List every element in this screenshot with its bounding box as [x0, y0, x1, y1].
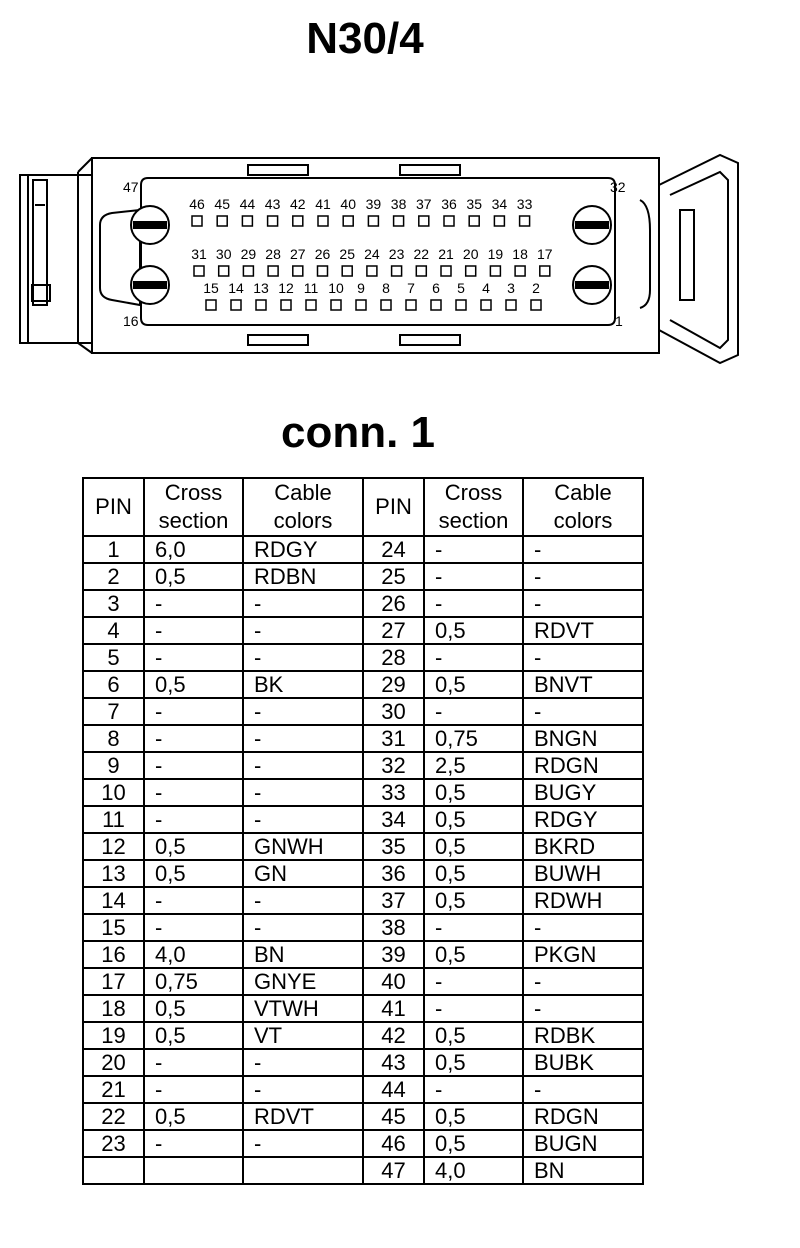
- pin-socket: [494, 216, 504, 226]
- pin-number-cell: 12: [83, 833, 144, 860]
- cable-color-cell: -: [523, 995, 643, 1022]
- pin-number-cell: 11: [83, 806, 144, 833]
- pin-number-cell: 26: [363, 590, 424, 617]
- pin-number-cell: 19: [83, 1022, 144, 1049]
- corner-label-32: 32: [610, 179, 626, 195]
- cable-color-cell: BUBK: [523, 1049, 643, 1076]
- pin-label: 37: [416, 196, 432, 212]
- cross-section-cell: -: [424, 536, 523, 563]
- cross-section-cell: -: [144, 590, 243, 617]
- table-row: [83, 725, 643, 752]
- pin-socket: [381, 300, 391, 310]
- cross-section-cell: 0,5: [144, 563, 243, 590]
- pin-socket: [441, 266, 451, 276]
- cross-section-cell: 0,5: [424, 1103, 523, 1130]
- table-row: [83, 1130, 643, 1157]
- cable-color-cell: RDVT: [243, 1103, 363, 1130]
- corner-label-16: 16: [123, 313, 139, 329]
- corner-label-47: 47: [123, 179, 139, 195]
- table-row: [83, 995, 643, 1022]
- table-row: [83, 833, 643, 860]
- cable-color-cell: RDWH: [523, 887, 643, 914]
- cable-color-cell: -: [243, 1076, 363, 1103]
- cross-section-cell: 0,5: [424, 941, 523, 968]
- pin-number-cell: 31: [363, 725, 424, 752]
- cross-section-cell: 0,5: [424, 833, 523, 860]
- cable-color-cell: -: [243, 644, 363, 671]
- pin-label: 30: [215, 246, 232, 262]
- pin-number-cell: 22: [83, 1103, 144, 1130]
- cross-section-cell: 0,75: [144, 968, 243, 995]
- cross-section-cell: 0,5: [424, 860, 523, 887]
- pin-label: 15: [203, 280, 219, 296]
- pin-number-cell: 18: [83, 995, 144, 1022]
- cross-section-cell: 0,5: [144, 671, 243, 698]
- cross-section-cell: -: [144, 725, 243, 752]
- pin-label: 10: [328, 280, 344, 296]
- table-row: [83, 914, 643, 941]
- pin-label: 7: [407, 280, 415, 296]
- header-cross-section: Cross section: [144, 478, 243, 536]
- pin-label: 18: [512, 246, 528, 262]
- pin-label: 23: [388, 246, 405, 262]
- pin-socket: [368, 216, 378, 226]
- table-row: [83, 617, 643, 644]
- pin-label: 20: [462, 246, 479, 262]
- cross-section-cell: 0,5: [424, 1130, 523, 1157]
- table-row: [83, 536, 643, 563]
- pin-label: 31: [191, 246, 207, 262]
- table-row: [83, 590, 643, 617]
- pin-socket: [520, 216, 530, 226]
- pin-number-cell: 4: [83, 617, 144, 644]
- cable-color-cell: BUGY: [523, 779, 643, 806]
- pin-number-cell: 13: [83, 860, 144, 887]
- cross-section-cell: 0,5: [144, 860, 243, 887]
- pin-number-cell: 33: [363, 779, 424, 806]
- cable-color-cell: -: [523, 698, 643, 725]
- connector-pins: [189, 196, 553, 310]
- pin-number-cell: 39: [363, 941, 424, 968]
- cross-section-cell: -: [144, 617, 243, 644]
- cable-color-cell: GN: [243, 860, 363, 887]
- cable-color-cell: -: [243, 725, 363, 752]
- pin-number-cell: 7: [83, 698, 144, 725]
- pin-label: 6: [432, 280, 440, 296]
- cable-color-cell: -: [523, 914, 643, 941]
- pin-socket: [318, 216, 328, 226]
- pin-number-cell: 36: [363, 860, 424, 887]
- pin-number-cell: 15: [83, 914, 144, 941]
- pin-label: 19: [487, 246, 504, 262]
- cross-section-cell: -: [424, 1076, 523, 1103]
- cross-section-cell: -: [144, 1130, 243, 1157]
- table-row: [83, 887, 643, 914]
- cross-section-cell: 2,5: [424, 752, 523, 779]
- table-row: [83, 1049, 643, 1076]
- cable-color-cell: -: [243, 617, 363, 644]
- pin-label: 11: [303, 280, 319, 296]
- pin-label: 22: [413, 246, 430, 262]
- pin-number-cell: 47: [363, 1157, 424, 1184]
- pin-label: 42: [290, 196, 306, 212]
- table-row: [83, 1076, 643, 1103]
- page-title: N30/4: [306, 14, 424, 63]
- pin-label: 39: [365, 196, 382, 212]
- table-row: [83, 1022, 643, 1049]
- table-row: [83, 698, 643, 725]
- cross-section-cell: -: [144, 1049, 243, 1076]
- table-header-row: [83, 478, 643, 536]
- header-cable-colors: Cable colors: [243, 478, 363, 536]
- pin-label: 33: [516, 196, 533, 212]
- pin-label: 36: [441, 196, 457, 212]
- cable-color-cell: -: [243, 698, 363, 725]
- pin-label: 2: [532, 280, 540, 296]
- table-row: [83, 752, 643, 779]
- cable-color-cell: BN: [523, 1157, 643, 1184]
- pin-number-cell: 35: [363, 833, 424, 860]
- pin-label: 26: [314, 246, 331, 262]
- cable-color-cell: -: [523, 968, 643, 995]
- pin-socket: [268, 266, 278, 276]
- pin-number-cell: 10: [83, 779, 144, 806]
- cable-color-cell: BNGN: [523, 725, 643, 752]
- pin-number-cell: 44: [363, 1076, 424, 1103]
- pin-socket: [394, 216, 404, 226]
- pin-socket: [243, 266, 253, 276]
- pin-socket: [306, 300, 316, 310]
- pin-socket: [206, 300, 216, 310]
- cable-color-cell: VT: [243, 1022, 363, 1049]
- cable-color-cell: VTWH: [243, 995, 363, 1022]
- pin-socket: [343, 216, 353, 226]
- pin-number-cell: 27: [363, 617, 424, 644]
- pin-socket: [406, 300, 416, 310]
- pin-label: 12: [278, 280, 294, 296]
- cable-color-cell: RDBK: [523, 1022, 643, 1049]
- pin-socket: [515, 266, 525, 276]
- cable-color-cell: -: [523, 536, 643, 563]
- cable-color-cell: [243, 1157, 363, 1184]
- connector-title: conn. 1: [280, 408, 436, 457]
- cross-section-cell: 0,5: [424, 779, 523, 806]
- cross-section-cell: -: [424, 563, 523, 590]
- cable-color-cell: RDGN: [523, 752, 643, 779]
- pin-label: 41: [315, 196, 331, 212]
- pin-number-cell: 25: [363, 563, 424, 590]
- cross-section-cell: -: [424, 968, 523, 995]
- pin-socket: [531, 300, 541, 310]
- cross-section-cell: -: [424, 644, 523, 671]
- pin-socket: [466, 266, 476, 276]
- cable-color-cell: GNWH: [243, 833, 363, 860]
- cross-section-cell: 4,0: [144, 941, 243, 968]
- pin-label: 4: [482, 280, 490, 296]
- table-row: [83, 644, 643, 671]
- pin-number-cell: 8: [83, 725, 144, 752]
- pin-socket: [367, 266, 377, 276]
- cross-section-cell: 0,5: [424, 887, 523, 914]
- cable-color-cell: -: [243, 806, 363, 833]
- header-cable-colors: Cable colors: [523, 478, 643, 536]
- pin-socket: [431, 300, 441, 310]
- pin-socket: [192, 216, 202, 226]
- cross-section-cell: 0,5: [144, 1103, 243, 1130]
- cross-section-cell: 0,75: [424, 725, 523, 752]
- cable-color-cell: -: [243, 914, 363, 941]
- pin-label: 35: [466, 196, 482, 212]
- pin-socket: [469, 216, 479, 226]
- cross-section-cell: -: [144, 644, 243, 671]
- cable-color-cell: RDGY: [523, 806, 643, 833]
- pin-number-cell: 14: [83, 887, 144, 914]
- pin-number-cell: 6: [83, 671, 144, 698]
- pin-number-cell: 9: [83, 752, 144, 779]
- pin-socket: [293, 216, 303, 226]
- cross-section-cell: 0,5: [424, 617, 523, 644]
- pin-number-cell: 2: [83, 563, 144, 590]
- cable-color-cell: -: [243, 752, 363, 779]
- pin-number-cell: 46: [363, 1130, 424, 1157]
- pin-label: 14: [228, 280, 244, 296]
- cable-color-cell: -: [523, 644, 643, 671]
- pin-label: 40: [340, 196, 356, 212]
- cable-color-cell: RDGY: [243, 536, 363, 563]
- pin-label: 17: [537, 246, 553, 262]
- pin-socket: [540, 266, 550, 276]
- pin-label: 3: [507, 280, 515, 296]
- pin-number-cell: 42: [363, 1022, 424, 1049]
- pin-socket: [481, 300, 491, 310]
- cable-color-cell: -: [523, 590, 643, 617]
- pin-label: 13: [253, 280, 269, 296]
- pin-number-cell: 32: [363, 752, 424, 779]
- table-row: [83, 779, 643, 806]
- pin-socket: [293, 266, 303, 276]
- cross-section-cell: 0,5: [424, 806, 523, 833]
- cable-color-cell: BUGN: [523, 1130, 643, 1157]
- pin-number-cell: 28: [363, 644, 424, 671]
- cross-section-cell: 0,5: [144, 833, 243, 860]
- pin-number-cell: 45: [363, 1103, 424, 1130]
- pin-label: 25: [339, 246, 355, 262]
- pin-socket: [392, 266, 402, 276]
- cross-section-cell: 0,5: [144, 995, 243, 1022]
- cross-section-cell: -: [424, 698, 523, 725]
- cable-color-cell: BN: [243, 941, 363, 968]
- cable-color-cell: BKRD: [523, 833, 643, 860]
- connector-diagram: [0, 150, 760, 370]
- table-row: [83, 806, 643, 833]
- cross-section-cell: -: [424, 914, 523, 941]
- table-row: [83, 941, 643, 968]
- pin-socket: [419, 216, 429, 226]
- pin-number-cell: 29: [363, 671, 424, 698]
- pin-socket: [256, 300, 266, 310]
- cross-section-cell: -: [144, 698, 243, 725]
- pin-number-cell: 5: [83, 644, 144, 671]
- table-row: [83, 671, 643, 698]
- pin-number-cell: 43: [363, 1049, 424, 1076]
- cable-color-cell: -: [523, 1076, 643, 1103]
- cable-color-cell: -: [243, 590, 363, 617]
- cable-color-cell: RDVT: [523, 617, 643, 644]
- table-row: [83, 1157, 643, 1184]
- cross-section-cell: -: [144, 914, 243, 941]
- pin-number-cell: 38: [363, 914, 424, 941]
- pin-socket: [444, 216, 454, 226]
- table-row: [83, 563, 643, 590]
- pin-socket: [217, 216, 227, 226]
- pin-number-cell: 21: [83, 1076, 144, 1103]
- pin-number-cell: 17: [83, 968, 144, 995]
- pin-number-cell: 20: [83, 1049, 144, 1076]
- pin-label: 5: [457, 280, 465, 296]
- pin-table: [82, 477, 644, 1185]
- pin-label: 9: [357, 280, 365, 296]
- cross-section-cell: -: [144, 779, 243, 806]
- cable-color-cell: BK: [243, 671, 363, 698]
- pin-socket: [342, 266, 352, 276]
- pin-socket: [356, 300, 366, 310]
- cable-color-cell: -: [523, 563, 643, 590]
- pin-socket: [506, 300, 516, 310]
- pin-number-cell: 1: [83, 536, 144, 563]
- pin-label: 21: [438, 246, 454, 262]
- header-cross-section: Cross section: [424, 478, 523, 536]
- cross-section-cell: -: [424, 590, 523, 617]
- header-pin: PIN: [83, 478, 144, 536]
- cross-section-cell: 0,5: [424, 1049, 523, 1076]
- pin-socket: [318, 266, 328, 276]
- pin-number-cell: 40: [363, 968, 424, 995]
- pin-socket: [416, 266, 426, 276]
- pin-label: 46: [189, 196, 205, 212]
- pin-number-cell: 34: [363, 806, 424, 833]
- cable-color-cell: RDGN: [523, 1103, 643, 1130]
- table-row: [83, 968, 643, 995]
- cable-color-cell: BNVT: [523, 671, 643, 698]
- pin-label: 28: [265, 246, 281, 262]
- pin-label: 8: [382, 280, 390, 296]
- cable-color-cell: -: [243, 887, 363, 914]
- pin-label: 27: [290, 246, 306, 262]
- cross-section-cell: 0,5: [424, 1022, 523, 1049]
- pin-socket: [281, 300, 291, 310]
- cross-section-cell: -: [424, 995, 523, 1022]
- pin-socket: [331, 300, 341, 310]
- pin-label: 45: [214, 196, 230, 212]
- table-row: [83, 1103, 643, 1130]
- pin-number-cell: 3: [83, 590, 144, 617]
- cable-color-cell: PKGN: [523, 941, 643, 968]
- pin-label: 24: [364, 246, 380, 262]
- pin-socket: [231, 300, 241, 310]
- pin-number-cell: 41: [363, 995, 424, 1022]
- pin-number-cell: 37: [363, 887, 424, 914]
- pin-number-cell: 16: [83, 941, 144, 968]
- cross-section-cell: 4,0: [424, 1157, 523, 1184]
- cable-color-cell: -: [243, 1049, 363, 1076]
- cable-color-cell: RDBN: [243, 563, 363, 590]
- pin-socket: [268, 216, 278, 226]
- corner-label-1: 1: [615, 313, 623, 329]
- pin-label: 29: [240, 246, 257, 262]
- pin-number-cell: 23: [83, 1130, 144, 1157]
- pin-label: 38: [390, 196, 407, 212]
- pin-socket: [242, 216, 252, 226]
- header-pin: PIN: [363, 478, 424, 536]
- pin-label: 34: [491, 196, 508, 212]
- cross-section-cell: 0,5: [144, 1022, 243, 1049]
- cable-color-cell: -: [243, 779, 363, 806]
- cross-section-cell: 0,5: [424, 671, 523, 698]
- pin-number-cell: 30: [363, 698, 424, 725]
- pin-socket: [456, 300, 466, 310]
- cross-section-cell: 6,0: [144, 536, 243, 563]
- pin-number-cell: 24: [363, 536, 424, 563]
- cable-color-cell: GNYE: [243, 968, 363, 995]
- table-row: [83, 860, 643, 887]
- cross-section-cell: -: [144, 806, 243, 833]
- cable-color-cell: -: [243, 1130, 363, 1157]
- pin-socket: [490, 266, 500, 276]
- pin-number-cell: [83, 1157, 144, 1184]
- pin-label: 44: [239, 196, 256, 212]
- cross-section-cell: [144, 1157, 243, 1184]
- cross-section-cell: -: [144, 887, 243, 914]
- cross-section-cell: -: [144, 1076, 243, 1103]
- pin-socket: [219, 266, 229, 276]
- pin-socket: [194, 266, 204, 276]
- pin-label: 43: [264, 196, 281, 212]
- cross-section-cell: -: [144, 752, 243, 779]
- cable-color-cell: BUWH: [523, 860, 643, 887]
